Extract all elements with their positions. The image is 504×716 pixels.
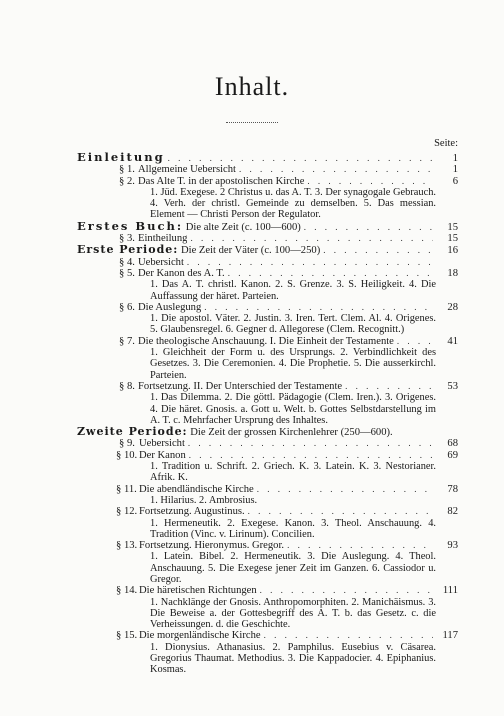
section-number: § 6. xyxy=(119,301,135,313)
toc-entry-line xyxy=(0,302,458,313)
toc-heading xyxy=(0,244,504,256)
dot-leader xyxy=(257,484,433,495)
entry-subtopics: 1. Tradition u. Schrift. 2. Griech. K. 3. Latein. K. 3. Nestorianer. Afrik. K. xyxy=(150,461,436,484)
toc-entry-line xyxy=(0,336,458,347)
dot-leader xyxy=(189,450,433,461)
toc-entry xyxy=(0,336,504,347)
toc-entry-line xyxy=(0,484,458,495)
toc-entry xyxy=(0,585,504,596)
entry-title: Fortsetzung. Augustinus. xyxy=(139,506,245,518)
entry-title: Die morgenländische Kirche xyxy=(139,630,261,642)
section-number: § 11. xyxy=(116,483,137,495)
toc-entry xyxy=(0,506,504,517)
toc-entry-line xyxy=(0,540,458,551)
entry-title: Fortsetzung. II. Der Unterschied der Testamente xyxy=(138,380,343,392)
toc-heading-title: Die Zeit der grossen Kirchenlehrer (250—600). xyxy=(190,427,393,439)
page-number: 15 xyxy=(447,233,458,245)
page-number: 69 xyxy=(447,449,458,461)
dot-leader xyxy=(239,164,433,175)
entry-title: Uebersicht xyxy=(139,438,185,450)
toc-entry-line xyxy=(0,450,458,461)
toc-entry xyxy=(0,257,504,268)
toc-entry xyxy=(0,381,504,392)
dot-leader xyxy=(248,506,433,517)
section-number: § 12. xyxy=(116,506,138,518)
table-of-contents xyxy=(0,152,504,676)
toc-heading-line xyxy=(0,426,458,438)
dot-leader xyxy=(304,222,433,233)
entry-subtopics: 1. Nachklänge der Gnosis. Anthropomorphiten. 2. Manichäismus. 3. Die Beweise a. der Gottesbegriff des A. T. b. das Gesetz. c. die Verheissungen. d. die Geschichte. xyxy=(150,596,436,631)
entry-title: Die Auslegung xyxy=(138,301,202,313)
toc-entry-line xyxy=(0,506,458,517)
toc-entry xyxy=(0,176,504,187)
page-number: 93 xyxy=(447,540,458,552)
dot-leader xyxy=(168,153,433,164)
page-number: 6 xyxy=(452,175,458,187)
toc-entry-line xyxy=(0,176,458,187)
toc-entry xyxy=(0,164,504,175)
toc-entry xyxy=(0,630,504,641)
page-number: 53 xyxy=(447,380,458,392)
toc-heading xyxy=(0,426,504,438)
entry-title: Der Kanon des A. T. xyxy=(138,267,225,279)
toc-entry-line xyxy=(0,585,458,596)
page-number: 68 xyxy=(447,438,458,450)
page-column-header: Seite: xyxy=(434,138,458,149)
section-number: § 4. xyxy=(119,256,135,268)
section-number: § 5. xyxy=(119,267,135,279)
section-number: § 15. xyxy=(116,630,138,642)
page-number: 1 xyxy=(452,164,458,176)
section-number: § 1. xyxy=(119,164,135,176)
entry-subtopics: 1. Latein. Bibel. 2. Hermeneutik. 3. Die Auslegung. 4. Theol. Anschauung. 5. Die Exegese jener Zeit im Ganzen. 6. Cassiodor u. Gregor. xyxy=(150,551,436,585)
page-number: 28 xyxy=(447,301,458,313)
dot-leader xyxy=(228,268,433,279)
entry-title: Die häretischen Richtungen xyxy=(139,585,257,597)
page-number: 18 xyxy=(447,267,458,279)
entry-title: Allgemeine Uebersicht xyxy=(138,164,236,176)
entry-subtopics: 1. Das Dilemma. 2. Die göttl. Pädagogie (Clem. Iren.). 3. Origenes. 4. Die häret. Gnosis. a. Gott u. Welt. b. Gottes Selbstdarstellung im A. T. c. Mehrfacher Ursprung des Inhaltes. xyxy=(150,392,436,426)
page-title: Inhalt. xyxy=(214,72,290,101)
page-number: 82 xyxy=(447,506,458,518)
dot-leader xyxy=(264,630,433,641)
page-number: 111 xyxy=(442,585,458,597)
toc-heading-text xyxy=(77,426,393,438)
page-number: 15 xyxy=(447,221,458,233)
toc-entry xyxy=(0,450,504,461)
dot-leader xyxy=(190,233,433,244)
entry-title: Der Kanon xyxy=(139,449,186,461)
dot-leader xyxy=(345,381,433,392)
toc-entry xyxy=(0,484,504,495)
toc-heading-title: Die alte Zeit (c. 100—600) xyxy=(185,221,301,233)
toc-entry xyxy=(0,233,504,244)
section-number: § 9. xyxy=(119,438,135,450)
dot-leader xyxy=(260,585,433,596)
page-number: 117 xyxy=(442,630,458,642)
toc-entry xyxy=(0,302,504,313)
toc-entry-line xyxy=(0,164,458,175)
section-number: § 3. xyxy=(119,233,135,245)
section-number: § 13. xyxy=(116,540,138,552)
section-number: § 14. xyxy=(116,585,138,597)
toc-heading-label: Einleitung xyxy=(77,152,165,164)
toc-entry-line xyxy=(0,381,458,392)
dot-leader xyxy=(397,336,433,347)
entry-title: Das Alte T. in der apostolischen Kirche xyxy=(138,175,305,187)
toc-heading-text xyxy=(77,152,165,164)
entry-subtopics: 1. Die apostol. Väter. 2. Justin. 3. Iren. Tert. Clem. Al. 4. Origenes. 5. Glaubensregel. 6. Gegner d. Allegorese (Clem. Recognitt.) xyxy=(150,313,436,336)
entry-title: Uebersicht xyxy=(138,256,184,268)
toc-heading-text xyxy=(77,244,320,256)
page-number: 41 xyxy=(447,335,458,347)
dot-leader xyxy=(204,302,433,313)
toc-entry xyxy=(0,438,504,449)
section-number: § 10. xyxy=(116,449,138,461)
toc-heading-label: Erstes Buch: xyxy=(77,220,184,233)
section-number: § 8. xyxy=(119,380,135,392)
toc-heading-text xyxy=(77,221,301,233)
entry-subtopics: 1. Hilarius. 2. Ambrosius. xyxy=(150,494,258,506)
toc-entry xyxy=(0,268,504,279)
dot-leader xyxy=(188,438,433,449)
toc-heading xyxy=(0,152,504,164)
entry-subtopics: 1. Jüd. Exegese. 2 Christus u. das A. T. 3. Der synagogale Gebrauch. 4. Verh. der christl. Gemeinde zu demselben. 5. Das messian. Element — Christi Person der Regulator. xyxy=(150,186,436,221)
entry-subtopics: 1. Dionysius. Athanasius. 2. Pamphilus. Eusebius v. Cäsarea. Gregorius Thaumat. Methodius. 3. Die Kappadocier. 4. Epiphanius. Kosmas. xyxy=(150,641,436,676)
title-rule xyxy=(226,122,278,123)
toc-entry-line xyxy=(0,438,458,449)
entry-subtopics: 1. Gleichheit der Form u. des Ursprungs. 2. Verbindlichkeit des Gesetzes. 3. Die Ceremonien. 4. Die Prophetie. 5. Die ausserkirchl. Parteien. xyxy=(150,347,436,381)
toc-heading-line xyxy=(0,221,458,233)
toc-heading-line xyxy=(0,244,458,256)
entry-title: Die theologische Anschauung. I. Die Einheit der Testamente xyxy=(138,335,394,347)
entry-title: Fortsetzung. Hieronymus. Gregor. xyxy=(139,540,285,552)
section-number: § 2. xyxy=(119,175,135,187)
toc-entry-line xyxy=(0,630,458,641)
dot-leader xyxy=(187,257,433,268)
toc-entry-line xyxy=(0,257,458,268)
page-number: 16 xyxy=(447,245,458,257)
entry-title: Die abendländische Kirche xyxy=(139,483,254,495)
entry-title: Eintheilung xyxy=(138,233,188,245)
toc-heading xyxy=(0,221,504,233)
section-number: § 7. xyxy=(119,335,135,347)
toc-heading-label: Erste Periode: xyxy=(77,244,179,257)
dot-leader xyxy=(307,176,433,187)
toc-heading-title: Die Zeit der Väter (c. 100—250) xyxy=(180,245,321,257)
entry-subtopics: 1. Hermeneutik. 2. Exegese. Kanon. 3. Theol. Anschauung. 4. Tradition (Vinc. v. Lirinum). Concilien. xyxy=(150,517,436,540)
entry-subtopics: 1. Das A. T. christl. Kanon. 2. S. Grenze. 3. S. Heiligkeit. 4. Die Auffassung der häret. Parteien. xyxy=(150,279,436,302)
toc-entry-line xyxy=(0,233,458,244)
page-number: 78 xyxy=(447,483,458,495)
toc-entry-line xyxy=(0,268,458,279)
toc-heading-label: Zweite Periode: xyxy=(77,426,188,439)
dot-leader xyxy=(323,245,433,256)
dot-leader xyxy=(287,540,433,551)
toc-heading-line xyxy=(0,152,458,164)
page-number: 1 xyxy=(452,153,458,164)
toc-entry xyxy=(0,540,504,551)
